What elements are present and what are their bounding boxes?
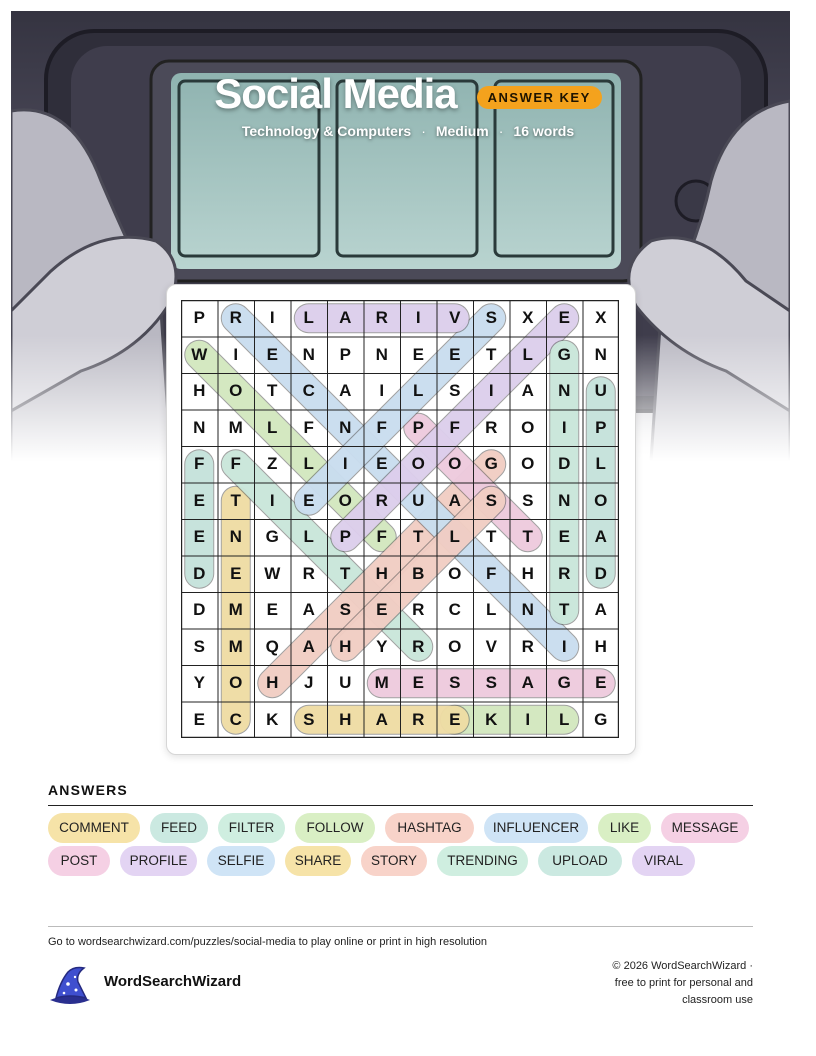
grid-cell: K bbox=[266, 709, 279, 729]
grid-cell: D bbox=[594, 563, 607, 583]
grid-cell: G bbox=[484, 454, 498, 474]
grid-cell: R bbox=[412, 636, 425, 656]
grid-cell: V bbox=[449, 308, 461, 328]
answer-chip-post: POST bbox=[48, 846, 110, 876]
grid-cell: I bbox=[342, 454, 348, 474]
grid-cell: O bbox=[521, 454, 535, 474]
grid-cell: G bbox=[594, 709, 608, 729]
grid-cell: R bbox=[412, 709, 425, 729]
grid-cell: S bbox=[193, 636, 205, 656]
grid-cell: M bbox=[374, 673, 389, 693]
grid-cell: Y bbox=[376, 636, 388, 656]
answer-chip-upload: UPLOAD bbox=[538, 846, 622, 876]
grid-cell: Y bbox=[193, 673, 205, 693]
grid-cell: U bbox=[594, 381, 607, 401]
grid-cell: E bbox=[558, 527, 570, 547]
answer-chip-selfie: SELFIE bbox=[207, 846, 275, 876]
grid-cell: R bbox=[229, 308, 242, 328]
grid-cell: N bbox=[558, 490, 571, 510]
separator-dot: · bbox=[498, 123, 504, 139]
grid-cell: M bbox=[228, 600, 243, 620]
grid-cell: S bbox=[522, 490, 534, 510]
answer-chip-viral: VIRAL bbox=[632, 846, 695, 876]
grid-cell: S bbox=[449, 673, 461, 693]
grid-cell: N bbox=[302, 344, 315, 364]
grid-cell: I bbox=[488, 381, 494, 401]
category-label: Technology & Computers bbox=[241, 123, 412, 139]
grid-cell: E bbox=[449, 709, 461, 729]
grid-cell: P bbox=[193, 308, 205, 328]
grid-cell: E bbox=[266, 344, 278, 364]
grid-cell: R bbox=[558, 563, 571, 583]
grid-cell: F bbox=[230, 454, 241, 474]
grid-cell: E bbox=[376, 454, 388, 474]
answer-chip-share: SHARE bbox=[285, 846, 351, 876]
copyright bbox=[553, 958, 753, 1009]
grid-cell: X bbox=[522, 308, 534, 328]
grid-cell: P bbox=[339, 344, 351, 364]
grid-cell: T bbox=[522, 527, 533, 547]
grid-cell: W bbox=[191, 344, 208, 364]
grid-cell: I bbox=[415, 308, 421, 328]
grid-cell: D bbox=[558, 454, 571, 474]
grid-cell: E bbox=[376, 600, 388, 620]
grid-cell: M bbox=[228, 636, 243, 656]
grid-cell: Z bbox=[267, 454, 278, 474]
puzzle-meta bbox=[0, 123, 816, 139]
grid-cell: I bbox=[561, 417, 567, 437]
grid-cell: L bbox=[303, 454, 314, 474]
grid-cell: D bbox=[193, 600, 206, 620]
grid-cell: B bbox=[412, 563, 425, 583]
grid-cell: N bbox=[229, 527, 242, 547]
copyright-line: free to print for personal and bbox=[614, 977, 753, 989]
footer-link-text: Go to wordsearchwizard.com/puzzles/social-media to play online or print in high resolution bbox=[48, 936, 487, 948]
grid-cell: S bbox=[303, 709, 315, 729]
grid-cell: E bbox=[193, 527, 205, 547]
grid-cell: R bbox=[302, 563, 315, 583]
grid-cell: K bbox=[485, 709, 498, 729]
grid-cell: I bbox=[269, 308, 275, 328]
puzzle-grid-area bbox=[181, 300, 619, 738]
answer-chip-filter: FILTER bbox=[218, 813, 285, 843]
grid-cell: F bbox=[449, 417, 460, 437]
grid-cell: A bbox=[339, 308, 352, 328]
grid-cell: T bbox=[267, 381, 278, 401]
grid-cell: S bbox=[485, 673, 497, 693]
grid-cell: E bbox=[230, 563, 242, 583]
grid-cell: L bbox=[486, 600, 497, 620]
grid-cell: U bbox=[412, 490, 425, 510]
grid-cell: A bbox=[448, 490, 461, 510]
grid-cell: G bbox=[265, 527, 279, 547]
grid-cell: L bbox=[413, 381, 424, 401]
grid-cell: G bbox=[557, 673, 571, 693]
grid-cell: S bbox=[485, 490, 497, 510]
grid-cell: N bbox=[193, 417, 206, 437]
grid-cell: E bbox=[193, 490, 205, 510]
grid-cell: O bbox=[229, 381, 243, 401]
grid-cell: T bbox=[340, 563, 351, 583]
grid-cell: O bbox=[338, 490, 352, 510]
grid-cell: F bbox=[376, 417, 387, 437]
answer-chip-profile: PROFILE bbox=[120, 846, 197, 876]
answers-heading: ANSWERS bbox=[48, 782, 128, 798]
grid-cell: O bbox=[448, 636, 462, 656]
answer-key-badge: ANSWER KEY bbox=[477, 86, 602, 109]
grid-cell: L bbox=[522, 344, 533, 364]
grid-cell: H bbox=[339, 636, 352, 656]
grid-cell: C bbox=[229, 709, 242, 729]
grid-cell: A bbox=[521, 381, 534, 401]
difficulty-label: Medium bbox=[435, 123, 489, 139]
grid-cell: W bbox=[264, 563, 281, 583]
grid-cell: O bbox=[448, 563, 462, 583]
grid-cell: V bbox=[485, 636, 497, 656]
grid-cell: I bbox=[379, 381, 385, 401]
answer-chip-influencer: INFLUENCER bbox=[484, 813, 588, 843]
wizard-hat-icon bbox=[46, 964, 94, 1006]
grid-cell: H bbox=[193, 381, 206, 401]
grid-cell: R bbox=[485, 417, 498, 437]
answer-chip-feed: FEED bbox=[150, 813, 208, 843]
answer-chip-hashtag: HASHTAG bbox=[385, 813, 474, 843]
grid-cell: G bbox=[557, 344, 571, 364]
grid-cell: D bbox=[193, 563, 206, 583]
grid-cell: E bbox=[595, 673, 607, 693]
grid-cell: E bbox=[449, 344, 461, 364]
grid-cell: A bbox=[594, 600, 607, 620]
grid-cell: L bbox=[267, 417, 278, 437]
grid-cell: L bbox=[303, 308, 314, 328]
grid-cell: T bbox=[559, 600, 570, 620]
grid-cell: M bbox=[228, 417, 243, 437]
grid-cell: O bbox=[521, 417, 535, 437]
wizard-hat-logo bbox=[46, 964, 94, 1011]
grid-cell: H bbox=[266, 673, 279, 693]
grid-cell: R bbox=[521, 636, 534, 656]
answer-chip-trending: TRENDING bbox=[437, 846, 528, 876]
answer-chip-story: STORY bbox=[361, 846, 427, 876]
grid-cell: T bbox=[486, 527, 497, 547]
grid-cell: L bbox=[449, 527, 460, 547]
grid-cell: T bbox=[230, 490, 241, 510]
grid-cell: H bbox=[375, 563, 388, 583]
grid-cell: R bbox=[375, 490, 388, 510]
answer-chip-like: LIKE bbox=[598, 813, 651, 843]
answers-divider bbox=[48, 805, 753, 806]
grid-cell: E bbox=[193, 709, 205, 729]
grid-cell: I bbox=[269, 490, 275, 510]
grid-cell: Q bbox=[265, 636, 279, 656]
brand-name: WordSearchWizard bbox=[104, 973, 242, 990]
word-count-label: 16 words bbox=[513, 123, 575, 139]
grid-cell: A bbox=[521, 673, 534, 693]
grid-cell: H bbox=[339, 709, 352, 729]
grid-cell: P bbox=[339, 527, 351, 547]
grid-cell: S bbox=[449, 381, 461, 401]
grid-cell: A bbox=[339, 381, 352, 401]
grid-cell: T bbox=[486, 344, 497, 364]
grid-cell: E bbox=[412, 673, 424, 693]
grid-cell: O bbox=[594, 490, 608, 510]
grid-cell: U bbox=[339, 673, 352, 693]
grid-cell: A bbox=[594, 527, 607, 547]
grid-cell: E bbox=[303, 490, 315, 510]
grid-cell: F bbox=[194, 454, 205, 474]
grid-cell: L bbox=[559, 709, 570, 729]
grid-cell: P bbox=[595, 417, 607, 437]
grid-cell: N bbox=[375, 344, 388, 364]
grid-cell: S bbox=[485, 308, 497, 328]
grid-cell: C bbox=[302, 381, 315, 401]
copyright-line: © 2026 WordSearchWizard · bbox=[612, 960, 753, 972]
grid-cell: O bbox=[448, 454, 462, 474]
separator-dot: · bbox=[421, 123, 426, 139]
grid-cell: H bbox=[594, 636, 607, 656]
grid-cell: C bbox=[448, 600, 461, 620]
grid-cell: R bbox=[375, 308, 388, 328]
grid-cell: F bbox=[486, 563, 497, 583]
title-row bbox=[0, 70, 816, 118]
page-title: Social Media bbox=[214, 70, 457, 117]
copyright-line: classroom use bbox=[682, 994, 753, 1006]
grid-cell: N bbox=[558, 381, 571, 401]
grid-cell: P bbox=[412, 417, 424, 437]
grid-cell: T bbox=[413, 527, 424, 547]
grid-cell: E bbox=[266, 600, 278, 620]
answer-chip-comment: COMMENT bbox=[48, 813, 140, 843]
grid-cell: L bbox=[303, 527, 314, 547]
grid-cell: I bbox=[233, 344, 239, 364]
grid-cell: X bbox=[595, 308, 607, 328]
grid-cell: A bbox=[302, 600, 315, 620]
grid-cell: R bbox=[412, 600, 425, 620]
grid-cell: H bbox=[521, 563, 534, 583]
grid-cell: I bbox=[561, 636, 567, 656]
grid-cell: E bbox=[412, 344, 424, 364]
grid-cell: O bbox=[411, 454, 425, 474]
footer-divider bbox=[48, 926, 753, 927]
grid-cell: L bbox=[595, 454, 606, 474]
grid-cell: N bbox=[339, 417, 352, 437]
grid-cell: I bbox=[525, 709, 531, 729]
grid-cell: E bbox=[558, 308, 570, 328]
letter-grid bbox=[181, 300, 619, 738]
grid-cell: F bbox=[303, 417, 314, 437]
grid-cell: S bbox=[339, 600, 351, 620]
grid-cell: N bbox=[521, 600, 534, 620]
answer-chip-message: MESSAGE bbox=[661, 813, 749, 843]
grid-cell: O bbox=[229, 673, 243, 693]
grid-cell: A bbox=[302, 636, 315, 656]
grid-cell: A bbox=[375, 709, 388, 729]
answer-chip-follow: FOLLOW bbox=[295, 813, 375, 843]
grid-cell: F bbox=[376, 527, 387, 547]
grid-cell: N bbox=[594, 344, 607, 364]
grid-cell: J bbox=[304, 673, 314, 693]
